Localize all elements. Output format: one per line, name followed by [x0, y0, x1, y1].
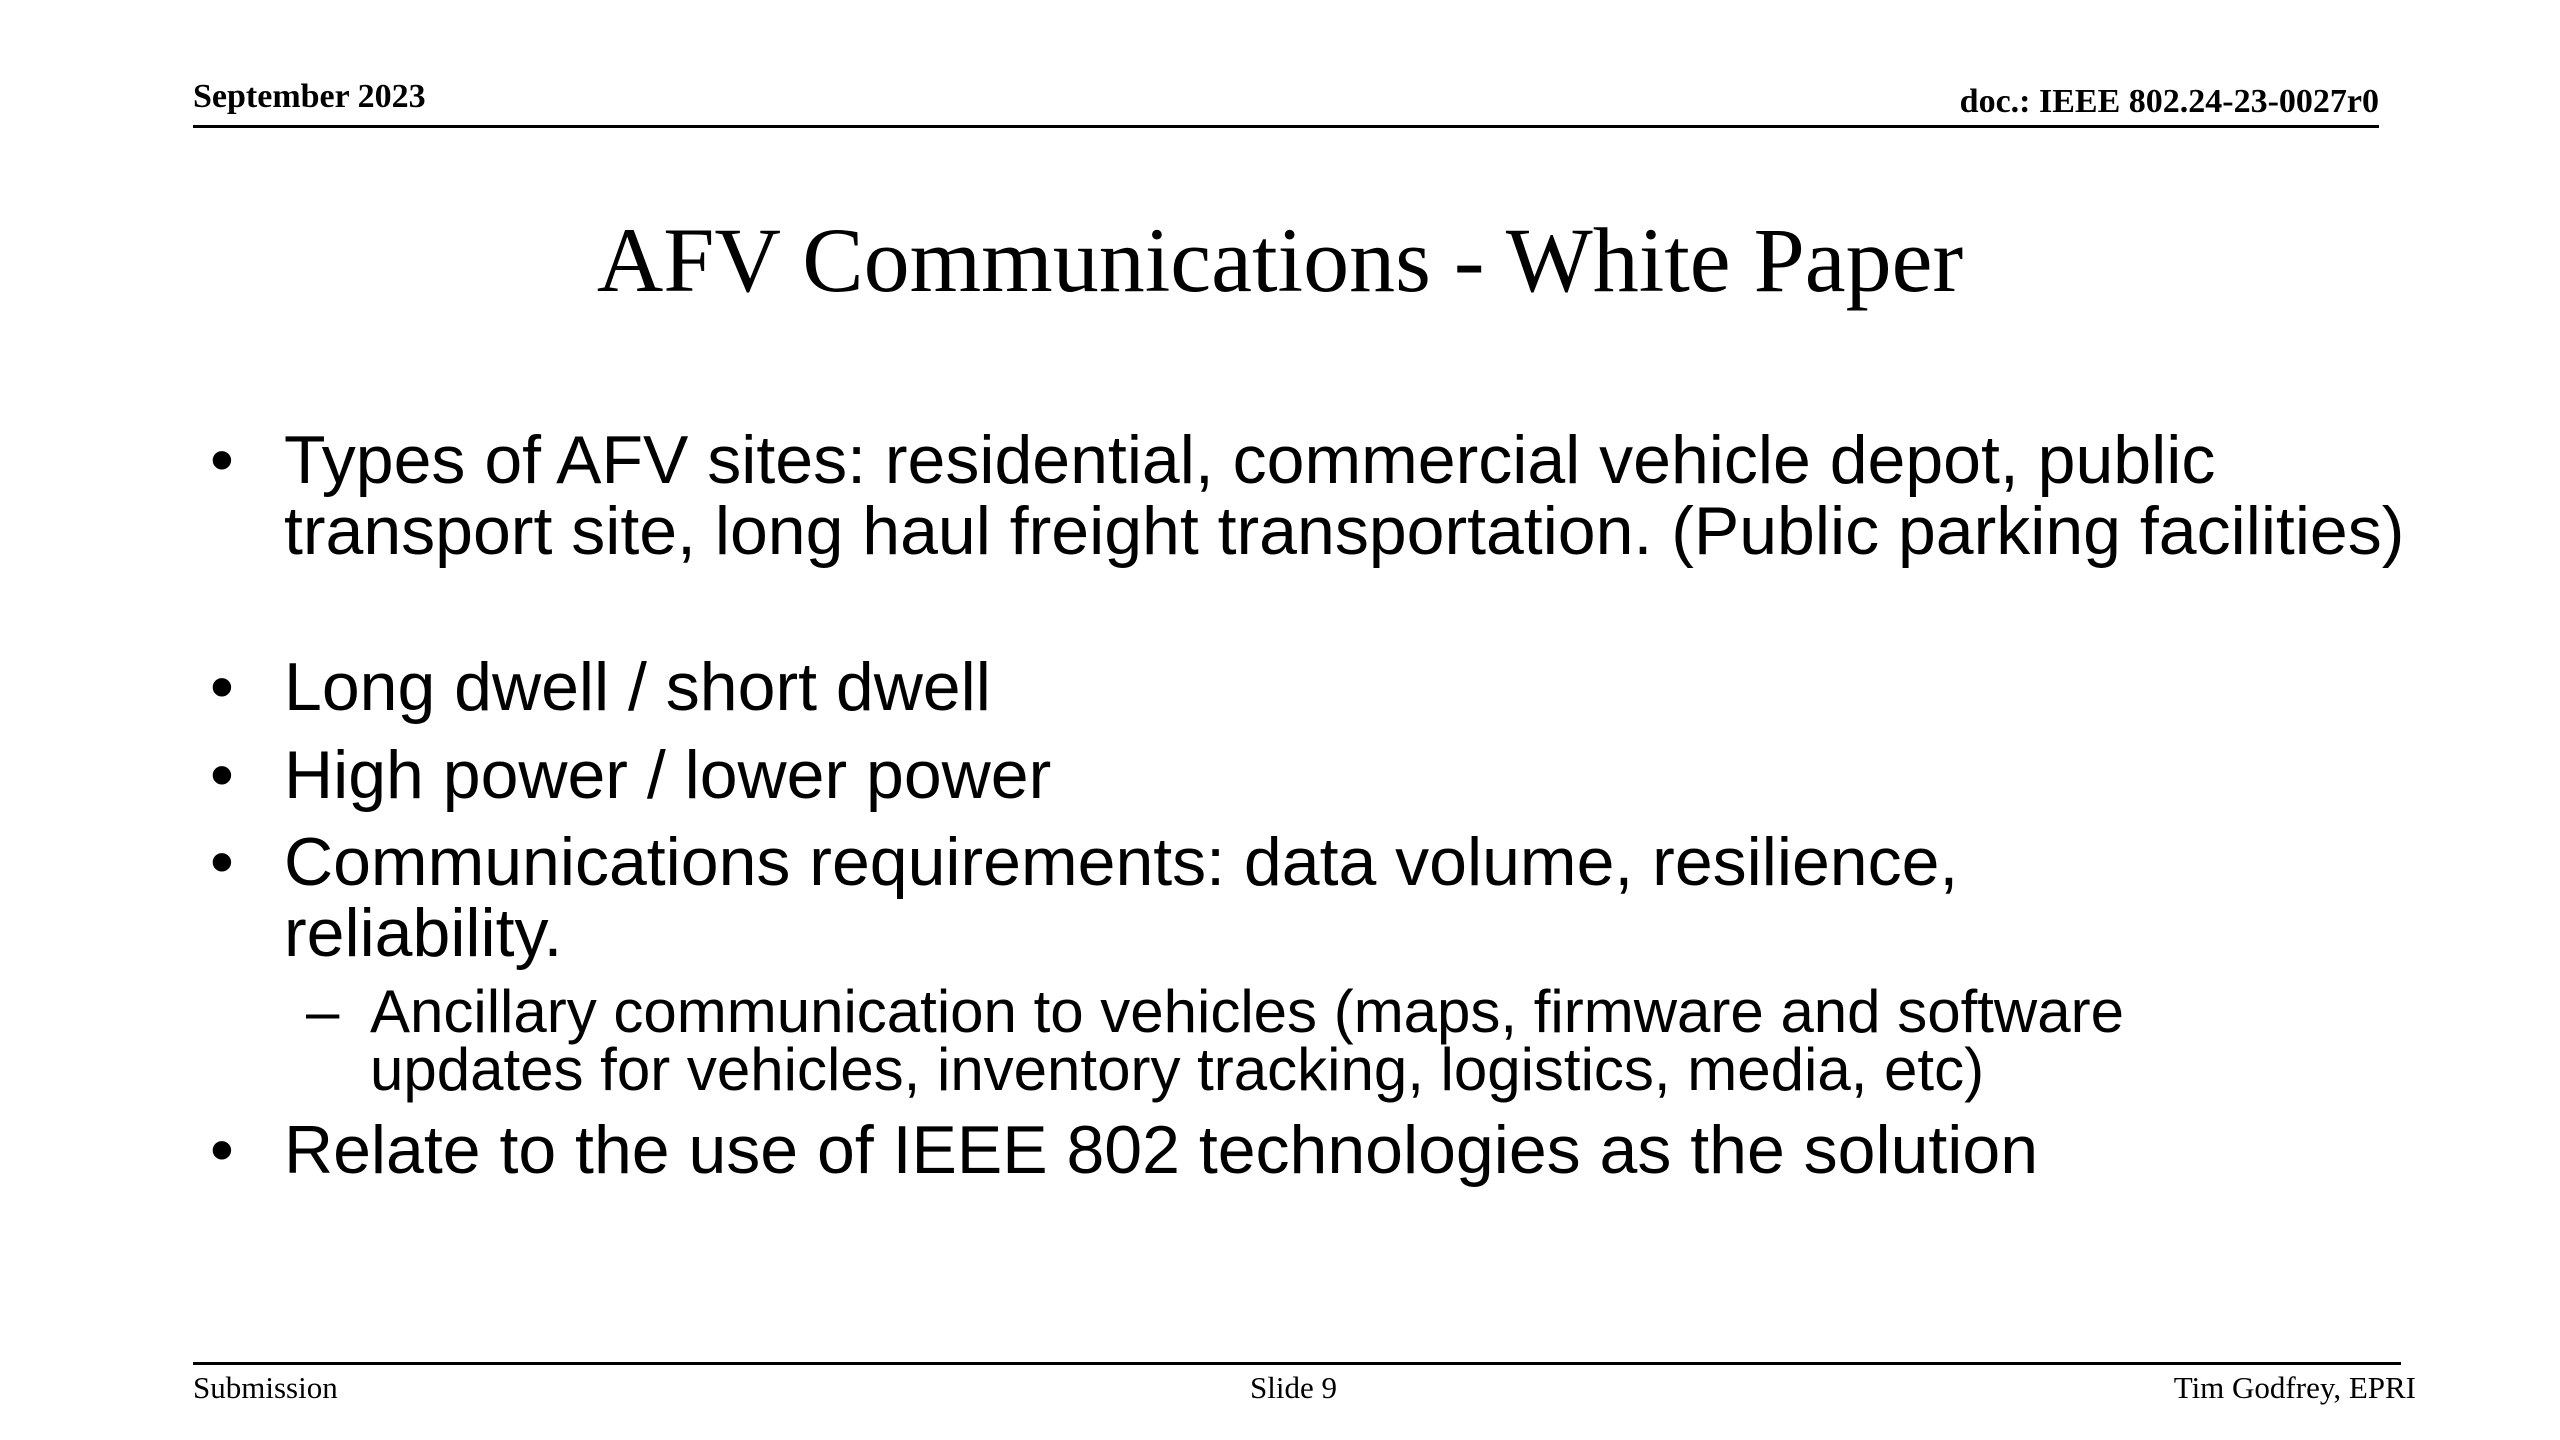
header-doc-number: doc.: IEEE 802.24-23-0027r0 [1959, 83, 2379, 120]
bullet-text: Long dwell / short dwell [284, 649, 991, 725]
bullet-marker: • [210, 422, 234, 498]
bullet-marker: • [210, 824, 234, 900]
bullet-text: Types of AFV sites: residential, commercial vehicle depot, public transport site, long haul freight transportation. (Public parking facilities) [284, 422, 2405, 569]
bullet-text: Communications requirements: data volume, resilience, reliability. [284, 824, 1959, 971]
bullet-marker: • [210, 1112, 234, 1188]
bullet-marker: • [210, 737, 234, 813]
bullet-marker: • [210, 649, 234, 725]
sub-bullet-text: Ancillary communication to vehicles (maps, firmware and software updates for vehicles, inventory tracking, logistics, media, etc) [370, 978, 2124, 1103]
slide-title: AFV Communications - White Paper [596, 209, 1964, 311]
header-divider [193, 125, 2379, 128]
footer-slide-number: Slide 9 [1250, 1370, 1337, 1405]
bullet-text: Relate to the use of IEEE 802 technologies as the solution [284, 1112, 2039, 1188]
bullet-text: High power / lower power [284, 737, 1052, 813]
footer-submission: Submission [193, 1370, 338, 1405]
header-date: September 2023 [193, 78, 426, 115]
sub-bullet-marker: – [306, 978, 340, 1045]
footer-author: Tim Godfrey, EPRI [2173, 1370, 2416, 1405]
footer-divider [193, 1362, 2401, 1365]
